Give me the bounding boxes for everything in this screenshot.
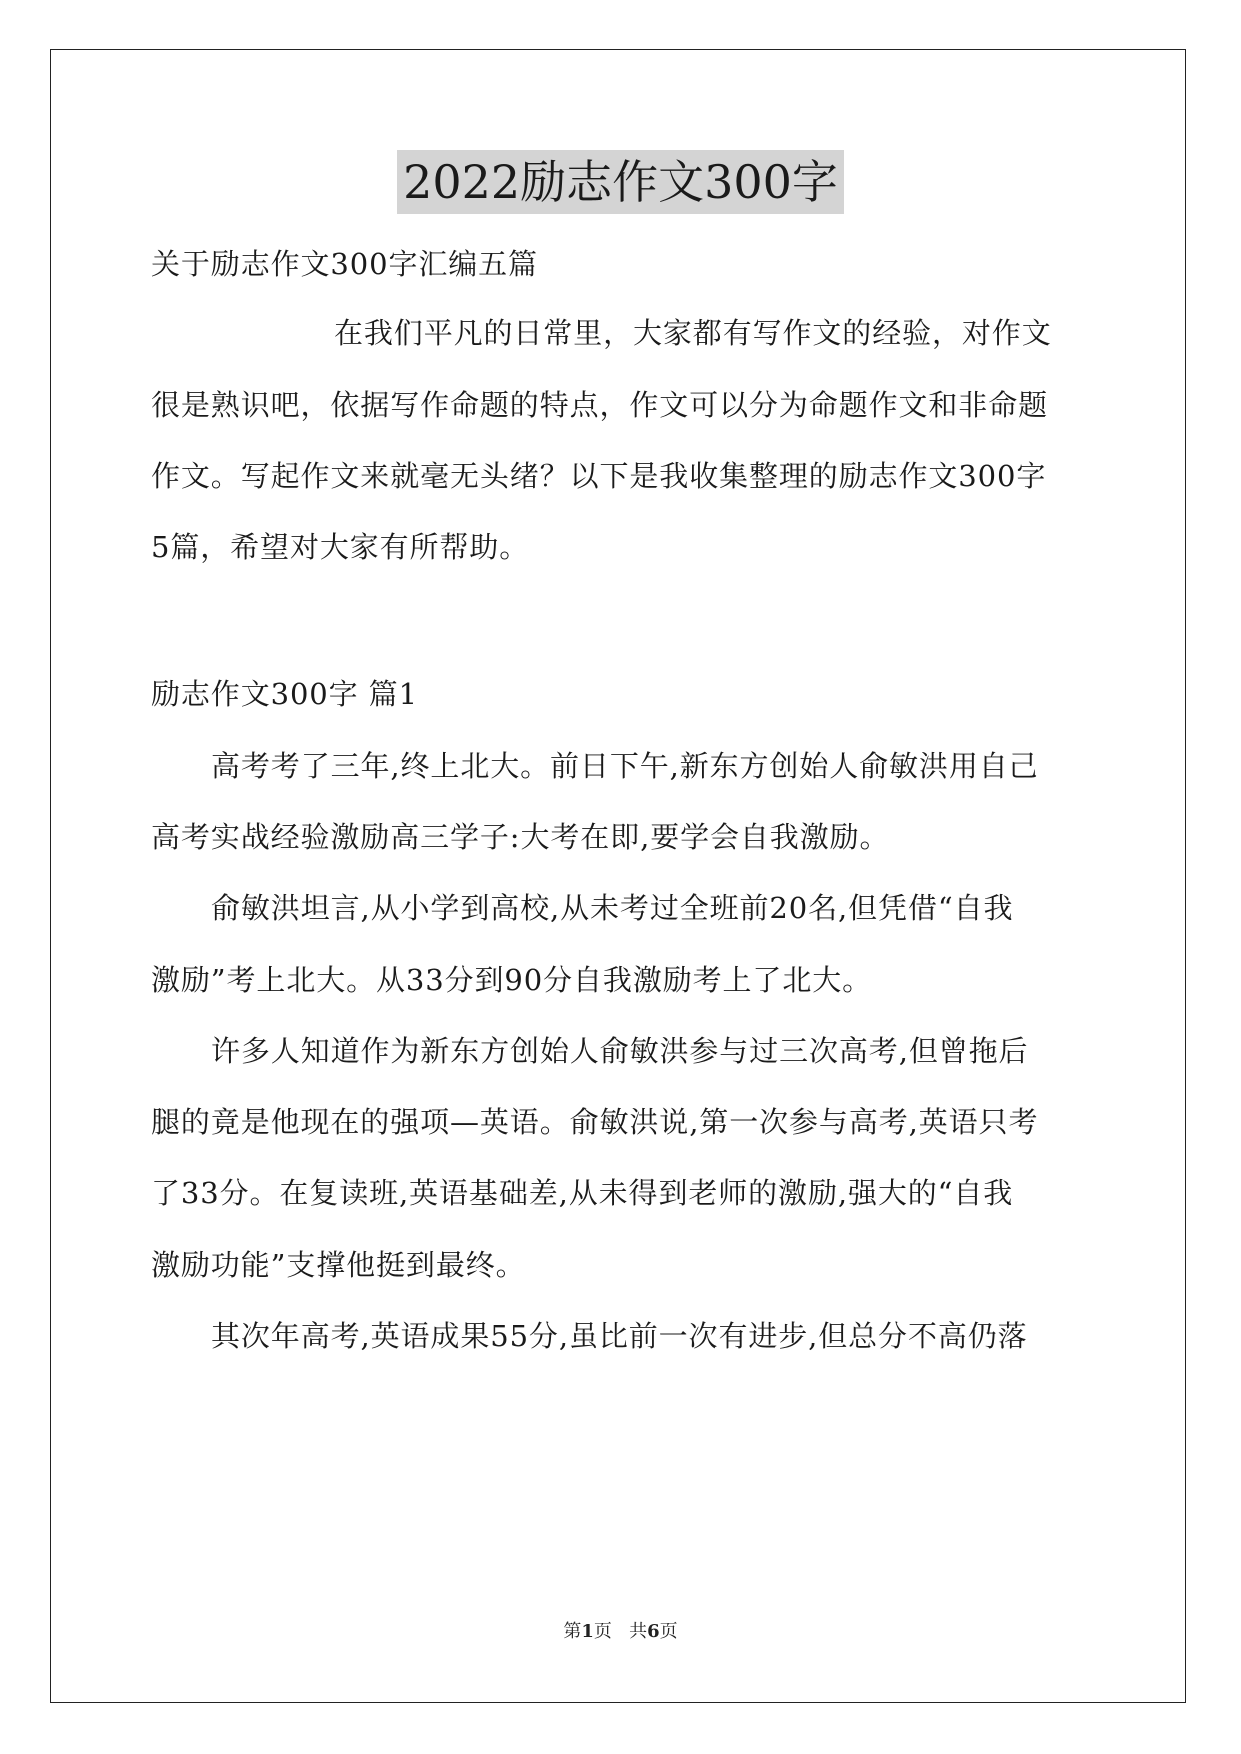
- body-line: 激励功能”支撑他挺到最终。: [151, 1248, 526, 1282]
- footer-current-page: 1: [581, 1621, 594, 1642]
- title-container: [0, 150, 1241, 214]
- page-footer: [0, 1620, 1241, 1644]
- intro-line: 作文。写起作文来就毫无头绪？以下是我收集整理的励志作文300字: [151, 459, 1047, 493]
- body-line: 其次年高考,英语成果55分,虽比前一次有进步,但总分不高仍落: [211, 1319, 1028, 1353]
- body-line: 高考考了三年,终上北大。前日下午,新东方创始人俞敏洪用自己: [211, 749, 1039, 783]
- section-heading: 励志作文300字 篇1: [151, 677, 418, 711]
- body-line: 了33分。在复读班,英语基础差,从未得到老师的激励,强大的“自我: [151, 1176, 1014, 1210]
- footer-prefix: 第: [563, 1621, 582, 1642]
- intro-line: 很是熟识吧，依据写作命题的特点，作文可以分为命题作文和非命题: [151, 388, 1049, 422]
- footer-total-pages: 6: [647, 1621, 660, 1642]
- body-line: 腿的竟是他现在的强项—英语。俞敏洪说,第一次参与高考,英语只考: [151, 1105, 1039, 1139]
- document-subtitle: 关于励志作文300字汇编五篇: [151, 247, 538, 281]
- body-line: 高考实战经验激励高三学子:大考在即,要学会自我激励。: [151, 820, 890, 854]
- intro-line: 5篇，希望对大家有所帮助。: [151, 530, 530, 564]
- document-title: 2022励志作文300字: [397, 150, 844, 214]
- intro-line: 在我们平凡的日常里，大家都有写作文的经验，对作文: [334, 316, 1052, 350]
- footer-suffix: 页: [659, 1621, 678, 1642]
- footer-mid: 页 共: [593, 1621, 648, 1642]
- page-border: [50, 49, 1186, 1703]
- body-line: 俞敏洪坦言,从小学到高校,从未考过全班前20名,但凭借“自我: [211, 891, 1014, 925]
- body-line: 许多人知道作为新东方创始人俞敏洪参与过三次高考,但曾拖后: [211, 1034, 1029, 1068]
- body-line: 激励”考上北大。从33分到90分自我激励考上了北大。: [151, 963, 873, 997]
